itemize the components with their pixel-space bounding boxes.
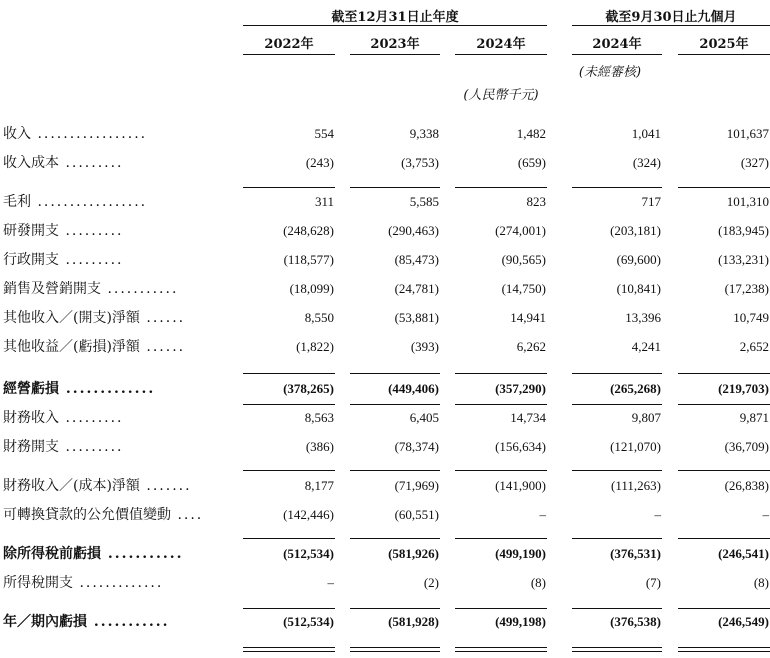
leader-dots: ......... (59, 439, 124, 455)
cell-value: (69,600) (616, 252, 661, 267)
row-label (3, 407, 218, 429)
cell-value: 6,262 (516, 339, 546, 354)
cell-value: (118,577) (283, 252, 334, 267)
leader-dots: ...... (139, 339, 186, 355)
cell-value: 311 (314, 194, 334, 209)
cell-value: 8,550 (304, 310, 334, 325)
leader-dots: ...... (139, 310, 186, 326)
cell-value: (376,538) (610, 614, 661, 629)
cell-value: 101,637 (726, 126, 769, 141)
row-label-text: 所得稅開支 (3, 575, 73, 591)
subtotal-rule (350, 470, 440, 471)
table-row (0, 123, 770, 145)
table-row (0, 278, 770, 300)
row-label-text: 財務開支 (3, 439, 59, 455)
table-row (0, 407, 770, 429)
row-label (3, 249, 218, 271)
header-year-rule (572, 54, 662, 55)
cell-value: 9,338 (409, 126, 439, 141)
row-label (3, 152, 218, 174)
subtotal-rule (243, 187, 335, 188)
cell-value: 8,563 (304, 410, 334, 425)
cell-value: (60,551) (394, 507, 439, 522)
row-label-text: 研發開支 (3, 223, 59, 239)
total-double-rule (243, 647, 335, 652)
leader-dots: ........... (87, 614, 170, 630)
header-year-2025-9m: 2025年 (699, 37, 749, 52)
total-double-rule (572, 647, 662, 652)
subtotal-rule (572, 538, 662, 539)
cell-value: (386) (305, 439, 334, 454)
row-label (3, 543, 218, 565)
subtotal-rule (455, 608, 547, 609)
header-year-2022: 2022年 (264, 37, 314, 52)
cell-value: (156,634) (495, 439, 546, 454)
table-row (0, 378, 770, 400)
cell-value: 13,396 (625, 310, 661, 325)
unaudited-note: (未經審核) (578, 65, 642, 80)
subtotal-rule (350, 404, 440, 405)
cell-value: 10,749 (733, 310, 769, 325)
subtotal-rule (350, 608, 440, 609)
cell-value: (121,070) (610, 439, 661, 454)
leader-dots: .... (171, 507, 204, 523)
row-label (3, 475, 218, 497)
row-label-text: 收入成本 (3, 155, 59, 171)
cell-value: (219,703) (718, 381, 769, 396)
header-group-nine-months-rule (572, 25, 770, 26)
row-label (3, 572, 218, 594)
cell-value: (3,753) (401, 155, 439, 170)
subtotal-rule (243, 608, 335, 609)
subtotal-rule (572, 470, 662, 471)
header-year-rule (243, 54, 335, 55)
leader-dots: ............. (59, 381, 156, 397)
cell-value: (71,969) (394, 478, 439, 493)
subtotal-rule (572, 608, 662, 609)
table-row (0, 220, 770, 242)
leader-dots: ....... (139, 478, 192, 494)
cell-value: (324) (632, 155, 661, 170)
header-group-full-year: 截至12月31日止年度 (331, 10, 459, 25)
table-row (0, 336, 770, 358)
subtotal-rule (678, 470, 770, 471)
cell-value: (378,265) (283, 381, 334, 396)
subtotal-rule (678, 404, 770, 405)
cell-value: (512,534) (283, 614, 334, 629)
cell-value: (133,231) (718, 252, 769, 267)
row-label-text: 銷售及營銷開支 (3, 281, 101, 297)
cell-value: 9,871 (739, 410, 769, 425)
table-row (0, 307, 770, 329)
cell-value: (26,838) (724, 478, 769, 493)
row-label-text: 財務收入 (3, 410, 59, 426)
leader-dots: ............. (73, 575, 164, 591)
cell-value: (85,473) (394, 252, 439, 267)
cell-value: (142,446) (283, 507, 334, 522)
subtotal-rule (572, 404, 662, 405)
cell-value: (141,900) (495, 478, 546, 493)
header-year-rule (678, 54, 770, 55)
cell-value: (248,628) (283, 223, 334, 238)
leader-dots: ......... (59, 155, 124, 171)
subtotal-rule (455, 404, 547, 405)
table-row (0, 191, 770, 213)
table-row (0, 543, 770, 565)
subtotal-rule (455, 187, 547, 188)
cell-value: 4,241 (631, 339, 661, 354)
cell-value: 9,807 (631, 410, 661, 425)
row-label-text: 年／期內虧損 (3, 614, 87, 630)
row-label (3, 123, 218, 145)
subtotal-rule (350, 538, 440, 539)
table-row (0, 249, 770, 271)
cell-value: (203,181) (610, 223, 661, 238)
leader-dots: ......... (59, 410, 124, 426)
header-year-rule (350, 54, 440, 55)
leader-dots: ........... (101, 281, 179, 297)
cell-value: (243) (305, 155, 334, 170)
subtotal-rule (678, 373, 770, 374)
row-label-text: 行政開支 (3, 252, 59, 268)
cell-value: (24,781) (394, 281, 439, 296)
cell-value: (17,238) (724, 281, 769, 296)
cell-value: (449,406) (388, 381, 439, 396)
subtotal-rule (243, 404, 335, 405)
row-label-text: 財務收入／(成本)淨額 (3, 478, 140, 494)
cell-value: (246,541) (718, 546, 769, 561)
cell-value: 6,405 (409, 410, 439, 425)
header-group-nine-months: 截至9月30日止九個月 (605, 10, 737, 25)
header-year-2024: 2024年 (476, 37, 526, 52)
cell-value: (7) (645, 575, 661, 590)
cell-value: (36,709) (724, 439, 769, 454)
leader-dots: ......... (59, 223, 124, 239)
cell-value: (78,374) (394, 439, 439, 454)
table-row (0, 152, 770, 174)
header-group-full-year-rule (243, 25, 547, 26)
leader-dots: ......... (59, 252, 124, 268)
cell-value: (2) (423, 575, 439, 590)
row-label (3, 278, 218, 300)
cell-value: (265,268) (610, 381, 661, 396)
cell-value: 1,482 (516, 126, 546, 141)
row-label-text: 除所得稅前虧損 (3, 546, 101, 562)
cell-value: (1,822) (296, 339, 334, 354)
row-label-text: 收入 (3, 126, 31, 142)
cell-value: (274,001) (495, 223, 546, 238)
cell-value: (246,549) (718, 614, 769, 629)
subtotal-rule (455, 373, 547, 374)
table-row (0, 436, 770, 458)
row-label-text: 毛利 (3, 194, 31, 210)
total-double-rule (678, 647, 770, 652)
row-label-text: 經營虧損 (3, 381, 59, 397)
cell-value: 554 (314, 126, 334, 141)
subtotal-rule (350, 187, 440, 188)
row-label (3, 191, 218, 213)
subtotal-rule (455, 538, 547, 539)
header-year-2024-9m: 2024年 (592, 37, 642, 52)
subtotal-rule (350, 373, 440, 374)
cell-value: (327) (740, 155, 769, 170)
cell-value: 717 (641, 194, 661, 209)
currency-unit-note: (人民幣千元) (463, 88, 539, 103)
cell-value: (53,881) (394, 310, 439, 325)
cell-value: (393) (410, 339, 439, 354)
subtotal-rule (455, 470, 547, 471)
cell-value: 14,941 (510, 310, 546, 325)
row-label (3, 336, 218, 358)
cell-value: 5,585 (409, 194, 439, 209)
table-row (0, 611, 770, 633)
row-label-text: 其他收益／(虧損)淨額 (3, 339, 140, 355)
cell-value: (499,198) (495, 614, 546, 629)
cell-value: (357,290) (495, 381, 546, 396)
header-year-rule (455, 54, 547, 55)
subtotal-rule (678, 538, 770, 539)
cell-value: (659) (517, 155, 546, 170)
table-row (0, 475, 770, 497)
row-label-text: 可轉換貸款的公允價值變動 (3, 507, 171, 523)
cell-value: – (327, 575, 334, 590)
cell-value: (499,190) (495, 546, 546, 561)
cell-value: – (654, 507, 661, 522)
row-label (3, 307, 218, 329)
row-label (3, 504, 218, 526)
cell-value: (512,534) (283, 546, 334, 561)
cell-value: 101,310 (726, 194, 769, 209)
cell-value: (581,928) (388, 614, 439, 629)
cell-value: (111,263) (611, 478, 661, 493)
cell-value: – (539, 507, 546, 522)
subtotal-rule (572, 187, 662, 188)
table-row (0, 504, 770, 526)
subtotal-rule (678, 187, 770, 188)
leader-dots: ................. (31, 126, 148, 142)
leader-dots: ................. (31, 194, 148, 210)
total-double-rule (455, 647, 547, 652)
subtotal-rule (243, 470, 335, 471)
cell-value: – (762, 507, 769, 522)
cell-value: 1,041 (631, 126, 661, 141)
subtotal-rule (678, 608, 770, 609)
cell-value: 8,177 (304, 478, 334, 493)
cell-value: (10,841) (616, 281, 661, 296)
cell-value: (8) (753, 575, 769, 590)
cell-value: (581,926) (388, 546, 439, 561)
cell-value: 2,652 (739, 339, 769, 354)
cell-value: (183,945) (718, 223, 769, 238)
cell-value: (376,531) (610, 546, 661, 561)
cell-value: (8) (530, 575, 546, 590)
leader-dots: ........... (101, 546, 184, 562)
cell-value: (90,565) (501, 252, 546, 267)
cell-value: (290,463) (388, 223, 439, 238)
cell-value: 823 (526, 194, 546, 209)
cell-value: 14,734 (510, 410, 546, 425)
row-label (3, 611, 218, 633)
row-label (3, 378, 218, 400)
total-double-rule (350, 647, 440, 652)
cell-value: (14,750) (501, 281, 546, 296)
row-label (3, 220, 218, 242)
subtotal-rule (572, 373, 662, 374)
table-row (0, 572, 770, 594)
cell-value: (18,099) (289, 281, 334, 296)
header-year-2023: 2023年 (370, 37, 420, 52)
subtotal-rule (243, 373, 335, 374)
row-label-text: 其他收入／(開支)淨額 (3, 310, 140, 326)
subtotal-rule (243, 538, 335, 539)
row-label (3, 436, 218, 458)
